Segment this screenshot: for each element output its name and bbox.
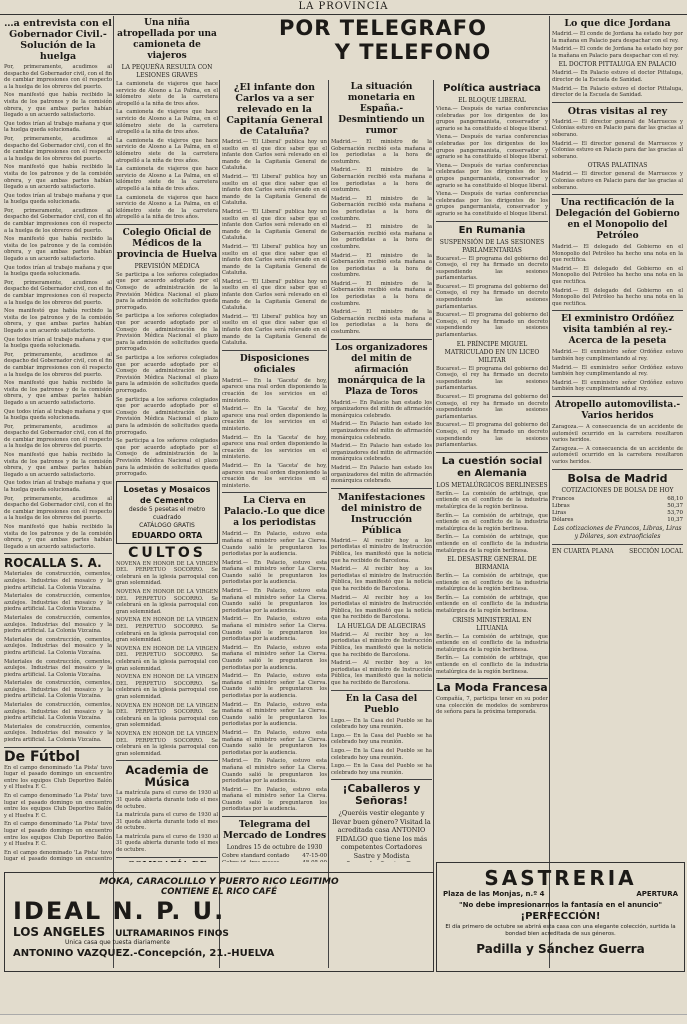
- article-text: Se participa a los señores colegiados que por acuerdo adoptado por el Consejo de administración de la Previsión Médica Nacional el plazo para la admisión de solicitudes queda prorrogado.: [116, 355, 218, 394]
- article-text: Bucarest.— El programa del gobierno del Consejo, el rey ha firmado un decreto suspendiendo las sesiones parlamentarias.: [436, 394, 548, 420]
- ad-address: [331, 861, 432, 862]
- article-text: Madrid.— El exministro señor Ordóñez estuvo también hoy cumplimentando al rey.: [552, 379, 683, 393]
- article-text: Madrid.— En Palacio han estado los organizadores del mitin de afirmación monárquica celebrado.: [331, 399, 432, 419]
- article-text: Madrid.— En Palacio, estuvo esta mañana el ministro señor La Cierva. Cuando salió le preguntaron los periodistas por la audiencia.: [222, 758, 327, 785]
- article-text: Berlín.— La comisión de arbitraje, que entiende en el conflicto de la industria metalúrgica de la región berlinesa.: [436, 512, 548, 532]
- article-text: En el campo denominado 'La Pista' tuvo lugar el pasado domingo un encuentro: [4, 849, 112, 862]
- column-divider: [549, 16, 550, 968]
- article-text: Madrid.— El director general de Marruecos y Colonias estuvo en Palacio para dar las gracias al soberano.: [552, 171, 683, 191]
- ad-cafe: [4, 872, 434, 972]
- article-text: Berlín.— La comisión de arbitraje, que entiende en el conflicto de la industria metalúrgica de la región berlinesa.: [436, 655, 548, 675]
- article-text: Lugo.— En la Casa del Pueblo se ha celebrado hoy una reunión.: [331, 732, 432, 746]
- table-row: Francos 68,10: [552, 495, 683, 502]
- article-subheadline: LOS METALÚRGICOS BERLINESES: [436, 481, 548, 489]
- ad-line: MOKA, CARACOLILLO Y PUERTO RICO LEGITIMO: [99, 877, 339, 887]
- article-headline: Una niña atropellada por una camioneta de viajeros: [117, 18, 217, 61]
- article-text: Madrid.— En Palacio, estuvo esta mañana el ministro señor La Cierva. Cuando salió le preguntaron los periodistas por la audiencia.: [222, 729, 327, 756]
- article-text: Se participa a los señores colegiados que por acuerdo adoptado por el Consejo de administración de la Previsión Médica Nacional el plazo para la admisión de solicitudes queda prorrogado.: [116, 438, 218, 478]
- article-text: Zaragoza.— A consecuencia de un accidente de automóvil ocurrido en la carretera resultaron varios heridos.: [552, 424, 683, 444]
- article-text: Madrid.— En Palacio, estuvo esta mañana el ministro señor La Cierva. Cuando salió le preguntaron los periodistas por la audiencia.: [222, 559, 327, 586]
- article-text: Nos manifestó que había recibido la visita de los patronos y de la comisión obrera, y que ambas partes habían llegado a un acuerdo satisfactorio.: [4, 524, 112, 550]
- table-title: Bolsa de Madrid: [567, 471, 668, 485]
- article-headline: Una rectificación de la Delegación del Gobierno en el Monopolio del Petróleo: [555, 198, 680, 242]
- column-3: [222, 80, 327, 862]
- divider: [116, 224, 218, 225]
- table-row: [222, 860, 327, 862]
- article-text: Madrid.— 'El Liberal' publica hoy un suelto en el que dice saber que el infante don Carlos será relevado en el mando de la Capitanía General de Cataluña.: [222, 313, 327, 347]
- article-text: Madrid.— En Palacio, estuvo esta mañana el ministro señor La Cierva. Cuando salió le preguntaron los periodistas por la audiencia.: [222, 531, 327, 558]
- article-text: Berlín.— La comisión de arbitraje, que entiende en el conflicto de la industria metalúrgica de la región berlinesa.: [436, 594, 548, 615]
- ad-text: Compañía, 7, participa tener en su poder una colección de modelos de sombreros de señora para la próxima temporada.: [436, 696, 548, 716]
- article-text: Madrid.— Al recibir hoy a los periodistas el ministro de Instrucción Pública, les manifestó que la noticia que ha recibido de Barcelona.: [331, 537, 432, 564]
- ad-text: desde 5 pesetas el metro cuadrado: [128, 505, 206, 521]
- divider: [222, 350, 327, 351]
- article-text: Madrid.— El delegado del Gobierno en el Monopolio del Petróleo ha hecho una nota en la que rectifica.: [552, 287, 683, 307]
- article-text: La matrícula para el curso de 1930 al 31 queda abierta durante todo el mes de octubre.: [116, 790, 218, 810]
- divider: [436, 221, 548, 222]
- article-text: Madrid.— En Palacio estuvo el doctor Pittaluga, director de la Escuela de Sanidad.: [552, 70, 683, 83]
- article-text: Madrid.— El ministro de la Gobernación recibió esta mañana a los periodistas a la hora de costumbre.: [331, 309, 432, 336]
- column-4: [331, 80, 432, 862]
- article-headline: Atropello automovilista.-Varios heridos: [554, 400, 681, 421]
- article-text: Viena.— Después de varias conferencias celebradas por los dirigentes de los grupos pangermanista, conservador y agrario se ha constituido el bloque liberal.: [436, 134, 548, 161]
- article-text: Berlín.— La comisión de arbitraje, que entiende en el conflicto de la industria metalúrgica de la región berlinesa.: [436, 534, 548, 554]
- ad-headline: La Moda Francesa: [436, 681, 548, 695]
- page-ref-label: EN CUARTA PLANA: [552, 547, 614, 555]
- article-text: NOVENA EN HONOR DE LA VIRGEN DEL PERPETUO SOCORRO. Se celebrará en la iglesia parroquial con gran solemnidad.: [116, 674, 218, 700]
- divider: [222, 816, 327, 817]
- ad-text: Materiales de construcción, cementos, azulejos. Industrias del mosaico y la piedra artificial. La Colonia Vizcaína.: [4, 658, 112, 678]
- divider: [116, 760, 218, 761]
- article-text: Que todos irían al trabajo mañana y que la huelga queda solucionada.: [4, 408, 112, 422]
- ad-text: El día primero de octubre se abrirá esta casa con una elegante colección, surtida la bondad bien acreditada de sus géneros.: [445, 924, 676, 937]
- article-text: Por, primeramente, acudimos al despacho del Gobernador civil, con el fin de cambiar impresiones con él respecto a la huelga de los obreros del puerto.: [4, 351, 112, 378]
- table-row: Liras 53,70: [552, 509, 683, 516]
- article-text: Madrid.— En Palacio han estado los organizadores del mitin de afirmación monárquica celebrado.: [331, 421, 432, 441]
- article-text: Zaragoza.— A consecuencia de un accidente de automóvil ocurrido en la carretera resultaron varios heridos.: [552, 445, 683, 465]
- article-text: Madrid.— El ministro de la Gobernación recibió esta mañana a los periodistas a la hora de costumbre.: [331, 139, 432, 165]
- article-text: Por, primeramente, acudimos al despacho del Gobernador civil, con el fin de cambiar impresiones con él respecto a la huelga de los obreros del puerto.: [4, 64, 112, 90]
- article-subheadline: EL DOCTOR PITTALUGA EN PALACIO: [558, 61, 677, 69]
- article-subheadline: PREVISIÓN MÉDICA: [134, 262, 200, 270]
- article-headline: …a entrevista con el Gobernador Civil.-Solución de la huelga: [4, 18, 112, 62]
- article-text: Que todos irían al trabajo mañana y que la huelga queda solucionada.: [4, 336, 112, 350]
- article-headline: Otras visitas al rey: [567, 105, 668, 117]
- divider: [436, 678, 548, 679]
- article-text: En el campo denominado 'La Pista' tuvo lugar el pasado domingo un encuentro entre los equipos Club Deportivo Balón y el Huelva F. C.: [4, 821, 112, 848]
- ad-brand: IDEAL N. P. U.: [13, 897, 226, 925]
- ad-line: CONTIENE EL RICO CAFÉ: [161, 887, 277, 897]
- ad-text: Materiales de construcción, cementos, azulejos. Industrias del mosaico y la piedra artificial. La Colonia Vizcaína.: [4, 723, 112, 744]
- article-text: Madrid.— El delegado del Gobierno en el Monopolio del Petróleo ha hecho una nota en la que rectifica.: [552, 244, 683, 264]
- article-text: Se participa a los señores colegiados que por acuerdo adoptado por el Consejo de administración de la Previsión Médica Nacional el plazo para la admisión de solicitudes queda prorrogado.: [116, 313, 218, 353]
- article-text: Viena.— Después de varias conferencias celebradas por los dirigentes de los grupos pangermanista, conservador y agrario se ha constituido el bloque liberal.: [436, 191, 548, 217]
- article-headline: CULTOS: [128, 544, 206, 561]
- ad-headline: SASTRERIA: [484, 866, 637, 890]
- column-5: [436, 80, 548, 862]
- article-text: La camioneta de viajeros que hace servicio de Alosno a La Palma, en el kilómetro siete de la carretera atropelló a la niña de tres años.: [116, 109, 218, 136]
- article-text: Madrid.— Al recibir hoy a los periodistas el ministro de Instrucción Pública, les manifestó que la noticia que ha recibido de Barcelona.: [331, 566, 432, 592]
- ad-text: Materiales de construcción, cementos, azulejos. Industrias del mosaico y la piedra artificial. La Colonia Vizcaína.: [4, 571, 112, 591]
- article-text: Madrid.— Al recibir hoy a los periodistas el ministro de Instrucción Pública, les manifestó que la noticia que ha recibido de Barcelona.: [331, 594, 432, 621]
- article-text: Madrid.— El exministro señor Ordóñez estuvo también hoy cumplimentando al rey.: [552, 349, 683, 363]
- article-text: Por, primeramente, acudimos al despacho del Gobernador civil, con el fin de cambiar impresiones con él respecto a la huelga de los obreros del puerto.: [4, 423, 112, 450]
- ad-subheadline: ¡PERFECCIÓN!: [520, 911, 601, 922]
- ad-text: Materiales de construcción, cementos, azulejos. Industrias del mosaico y la piedra artificial. La Colonia Vizcaína.: [4, 680, 112, 700]
- market-table: [222, 853, 327, 862]
- ad-address: ANTONINO VAZQUEZ.-Concepción, 21.-HUELVA: [13, 948, 275, 959]
- ad-headline: ¡Caballeros y Señoras!: [342, 783, 421, 808]
- column-divider: [328, 80, 329, 968]
- article-text: Madrid.— El conde de Jordana ha estado hoy por la mañana en Palacio para despachar con el rey.: [552, 46, 683, 59]
- article-text: Bucarest.— El programa del gobierno del Consejo, el rey ha firmado un decreto suspendiendo las sesiones parlamentarias.: [436, 365, 548, 392]
- article-subheadline: LA PEQUEÑA RESULTA CON LESIONES GRAVES: [121, 64, 213, 79]
- article-headline: El exministro Ordóñez visita también al rey.-Acerca de la peseta: [561, 314, 674, 347]
- article-text: Berlín.— La comisión de arbitraje, que entiende en el conflicto de la industria metalúrgica de la región berlinesa.: [436, 490, 548, 510]
- ad-address: Plaza de las Monjas, n.º 4: [443, 890, 545, 898]
- ad-text: Materiales de construcción, cementos, azulejos. Industrias del mosaico y la piedra artificial. La Colonia Vizcaína.: [4, 593, 112, 613]
- ad-store: LOS ANGELES: [13, 925, 106, 939]
- article-text: Nos manifestó que había recibido la visita de los patronos y de la comisión obrera, y que ambas partes habían llegado a un acuerdo satisfactorio.: [4, 92, 112, 119]
- section-title-line2: Y TELEFONO: [334, 40, 492, 64]
- article-text: Nos manifestó que había recibido la visita de los patronos y de la comisión obrera, y que ambas partes habían llegado a un acuerdo satisfactorio.: [4, 380, 112, 406]
- section-title: [218, 16, 548, 78]
- article-headline: Manifestaciones del ministro de Instrucción Pública: [337, 491, 426, 536]
- article-text: La matrícula para el curso de 1930 al 31 queda abierta durante todo el mes de octubre.: [116, 812, 218, 832]
- article-text: Lugo.— En la Casa del Pueblo se ha celebrado hoy una reunión.: [331, 763, 432, 776]
- divider: [4, 553, 112, 554]
- column-1: [4, 16, 112, 862]
- article-text: NOVENA EN HONOR DE LA VIRGEN DEL PERPETUO SOCORRO. Se celebrará en la iglesia parroquial con gran solemnidad.: [116, 702, 218, 729]
- article-text: Berlín.— La comisión de arbitraje, que entiende en el conflicto de la industria metalúrgica de la región berlinesa.: [436, 633, 548, 653]
- article-text: Bucarest.— El programa del gobierno del Consejo, el rey ha firmado un decreto suspendiendo las sesiones parlamentarias.: [436, 283, 548, 310]
- article-text: La matrícula para el curso de 1930 al 31 queda abierta durante todo el mes de octubre.: [116, 833, 218, 854]
- article-headline: La situación monetaria en España.-Desmintiendo un rumor: [338, 82, 425, 136]
- table-note: Las cotizaciones de Francos, Libras, Liras y Dólares, son extraoficiales: [553, 524, 682, 540]
- article-text: Berlín.— La comisión de arbitraje, que entiende en el conflicto de la industria metalúrgica de la región berlinesa.: [436, 573, 548, 593]
- article-text: Lugo.— En la Casa del Pueblo se ha celebrado hoy una reunión.: [331, 748, 432, 761]
- column-divider: [433, 80, 434, 968]
- section-title-line1: POR TELEGRAFO: [279, 16, 487, 40]
- article-text: Nos manifestó que había recibido la visita de los patronos y de la comisión obrera, y que ambas partes habían llegado a un acuerdo satisfactorio.: [4, 236, 112, 263]
- article-text: Madrid.— En Palacio, estuvo esta mañana el ministro señor La Cierva. Cuando salió le preguntaron los periodistas por la audiencia.: [222, 673, 327, 699]
- article-text: Que todos irían al trabajo mañana y que la huelga queda solucionada.: [4, 480, 112, 494]
- table-row: Dólares 10,37: [552, 516, 683, 523]
- article-text: Madrid.— En la 'Gaceta' de hoy, aparece una real orden disponiendo la creación de los servicios en el ministerio.: [222, 406, 327, 432]
- article-text: Viena.— Después de varias conferencias celebradas por los dirigentes de los grupos pangermanista, conservador y agrario se ha constituido el bloque liberal.: [436, 162, 548, 189]
- article-headline: ¿El infante don Carlos va a ser relevado en la Capitanía General de Cataluña?: [226, 82, 323, 137]
- article-text: Por, primeramente, acudimos al despacho del Gobernador civil, con el fin de cambiar impresiones con él respecto a la huelga de los obreros del puerto.: [4, 207, 112, 234]
- article-subheadline: LA HUELGA DE ALGECIRAS: [337, 622, 426, 630]
- ad-slogan: "No debe impresionarnos la fantasía en el anuncio": [458, 901, 663, 909]
- article-text: Que todos irían al trabajo mañana y que la huelga queda solucionada.: [4, 264, 112, 278]
- article-text: Que todos irían al trabajo mañana y que la huelga queda solucionada.: [4, 120, 112, 134]
- article-text: Madrid.— En la 'Gaceta' de hoy, aparece una real orden disponiendo la creación de los servicios en el ministerio.: [222, 462, 327, 489]
- article-text: Madrid.— El exministro señor Ordóñez estuvo también hoy cumplimentando al rey.: [552, 364, 683, 378]
- article-headline: Colegio Oficial de Médicos de la provincia de Huelva: [116, 227, 218, 260]
- article-text: Bucarest.— El programa del gobierno del Consejo, el rey ha firmado un decreto suspendiendo las sesiones parlamentarias.: [436, 312, 548, 339]
- ad-store-type: ULTRAMARINOS FINOS: [115, 929, 229, 939]
- article-text: Madrid.— En Palacio, estuvo esta mañana el ministro señor La Cierva. Cuando salió le preguntaron los periodistas por la audiencia.: [222, 588, 327, 614]
- article-text: Madrid.— 'El Liberal' publica hoy un suelto en el que dice saber que el infante don Carlos será relevado en el mando de la Capitanía General de Cataluña.: [222, 173, 327, 207]
- column-divider: [219, 80, 220, 968]
- table-date: Londres 15 de octubre de 1930: [226, 844, 323, 852]
- table-title: Telegrama del Mercado de Londres: [222, 820, 327, 842]
- divider: [331, 690, 432, 691]
- article-text: Nos manifestó que había recibido la visita de los patronos y de la comisión obrera, y que ambas partes habían llegado a un acuerdo satisfactorio.: [4, 452, 112, 478]
- article-subheadline: CRISIS MINISTERIAL EN LITUANIA: [452, 616, 532, 632]
- article-headline: En Rumania: [458, 224, 526, 236]
- article-text: Por, primeramente, acudimos al despacho del Gobernador civil, con el fin de cambiar impresiones con él respecto a la huelga de los obreros del puerto.: [4, 495, 112, 522]
- article-subheadline: EL PRÍNCIPE MIGUEL MATRICULADO EN UN LICEO MILITAR: [444, 340, 540, 364]
- article-text: Madrid.— En Palacio, estuvo esta mañana el ministro señor La Cierva. Cuando salió le preguntaron los periodistas por la audiencia.: [222, 644, 327, 671]
- article-headline: Los organizadores del mitin de afirmación monárquica de la Plaza de Toros: [335, 342, 428, 397]
- ad-store-row: [5, 925, 433, 939]
- article-subheadline: EL DESASTRE GENERAL DE BIRMANIA: [447, 556, 537, 572]
- ad-note: Unica casa que tuesta diariamente: [65, 939, 170, 946]
- article-headline: Disposiciones oficiales: [239, 353, 310, 375]
- article-text: La camioneta de viajeros que hace servicio de Alosno a La Palma, en el kilómetro siete de la carretera atropelló a la niña de tres años.: [116, 166, 218, 192]
- article-text: Madrid.— En la 'Gaceta' de hoy, aparece una real orden disponiendo la creación de los servicios en el ministerio.: [222, 377, 327, 404]
- article-text: Por, primeramente, acudimos al despacho del Gobernador civil, con el fin de cambiar impresiones con él respecto a la huelga de los obreros del puerto.: [4, 279, 112, 306]
- column-2: [116, 16, 218, 862]
- article-text: NOVENA EN HONOR DE LA VIRGEN DEL PERPETUO SOCORRO. Se celebrará en la iglesia parroquial con gran solemnidad.: [116, 617, 218, 644]
- page-bottom-edge: [0, 1014, 687, 1024]
- article-text: Madrid.— El ministro de la Gobernación recibió esta mañana a los periodistas a la hora de costumbre.: [331, 252, 432, 279]
- divider: [116, 857, 218, 858]
- article-text: Bucarest.— El programa del gobierno del Consejo, el rey ha firmado un decreto suspendiendo las sesiones parlamentarias.: [436, 422, 548, 449]
- article-text: Viena.— Después de varias conferencias celebradas por los dirigentes de los grupos pangermanista, conservador y agrario se ha constituido el bloque liberal.: [436, 106, 548, 132]
- article-headline: Academia de Música: [125, 763, 209, 790]
- divider: [4, 747, 112, 748]
- article-headline: [116, 861, 218, 862]
- article-text: Nos manifestó que había recibido la visita de los patronos y de la comisión obrera, y que ambas partes habían llegado a un acuerdo satisfactorio.: [4, 164, 112, 191]
- table-subtitle: COTIZACIONES DE BOLSA DE HOY: [561, 486, 674, 494]
- article-text: Se participa a los señores colegiados que por acuerdo adoptado por el Consejo de administración de la Previsión Médica Nacional el plazo para la admisión de solicitudes queda prorrogado.: [116, 396, 218, 436]
- article-text: Nos manifestó que había recibido la visita de los patronos y de la comisión obrera, y que ambas partes habían llegado a un acuerdo satisfactorio.: [4, 308, 112, 334]
- ad-opening: APERTURA: [636, 890, 678, 898]
- divider: [222, 492, 327, 493]
- article-text: Madrid.— En la 'Gaceta' de hoy, aparece una real orden disponiendo la creación de los servicios en el ministerio.: [222, 434, 327, 461]
- article-subheadline: SUSPENSIÓN DE LAS SESIONES PARLAMENTARIAS: [439, 238, 545, 254]
- masthead: LA PROVINCIA: [0, 0, 687, 15]
- article-text: Madrid.— En Palacio, estuvo esta mañana el ministro señor La Cierva. Cuando salió le preguntaron los periodistas por la audiencia.: [222, 786, 327, 813]
- column-divider: [113, 16, 114, 968]
- article-text: Madrid.— Al recibir hoy a los periodistas el ministro de Instrucción Pública, les manifestó que la noticia que ha recibido de Barcelona.: [331, 660, 432, 687]
- ad-text: Materiales de construcción, cementos, azulejos. Industrias del mosaico y la piedra artificial. La Colonia Vizcaína.: [4, 702, 112, 722]
- divider: [331, 339, 432, 340]
- article-text: NOVENA EN HONOR DE LA VIRGEN DEL PERPETUO SOCORRO. Se celebrará en la iglesia parroquial con gran solemnidad.: [116, 560, 218, 587]
- table-row: Cobre standard contado 47-15-00: [222, 853, 327, 860]
- divider: [331, 779, 432, 780]
- article-text: Madrid.— 'El Liberal' publica hoy un suelto en el que dice saber que el infante don Carlos será relevado en el mando de la Capitanía General de Cataluña.: [222, 243, 327, 277]
- article-subheadline: OTRAS PALATINAS: [587, 162, 648, 170]
- article-headline: Política austriaca: [443, 83, 541, 94]
- article-text: Bucarest.— El programa del gobierno del Consejo, el rey ha firmado un decreto suspendiendo las sesiones parlamentarias.: [436, 255, 548, 282]
- divider: [552, 102, 683, 103]
- article-text: La camioneta de viajeros que hace servicio de Alosno a La Palma, en el kilómetro siete de la carretera atropelló a la niña de tres años.: [116, 194, 218, 221]
- divider: [331, 488, 432, 489]
- article-text: Madrid.— En Palacio estuvo el doctor Pittaluga, director de la Escuela de Sanidad.: [552, 85, 683, 99]
- article-text: Que todos irían al trabajo mañana y que la huelga queda solucionada.: [4, 192, 112, 206]
- article-text: Madrid.— En Palacio, estuvo esta mañana el ministro señor La Cierva. Cuando salió le preguntaron los periodistas por la audiencia.: [222, 701, 327, 728]
- article-text: Se participa a los señores colegiados que por acuerdo adoptado por el Consejo de administración de la Previsión Médica Nacional el plazo para la admisión de solicitudes queda prorrogado.: [116, 271, 218, 311]
- article-text: Madrid.— El ministro de la Gobernación recibió esta mañana a los periodistas a la hora de costumbre.: [331, 224, 432, 250]
- article-text: Madrid.— El conde de Jordana ha estado hoy por la mañana en Palacio para despachar con el rey.: [552, 31, 683, 44]
- article-text: Madrid.— 'El Liberal' publica hoy un suelto en el que dice saber que el infante don Carlos será relevado en el mando de la Capitanía General de Cataluña.: [222, 139, 327, 172]
- article-headline: En la Casa del Pueblo: [345, 693, 418, 715]
- ad-headline: ROCALLA S. A.: [4, 556, 102, 571]
- article-text: En el campo denominado 'La Pista' tuvo lugar el pasado domingo un encuentro entre los equipos Club Deportivo Balón y el Huelva F. C.: [4, 764, 112, 791]
- divider: [552, 194, 683, 195]
- page-ref-section: SECCIÓN LOCAL: [629, 547, 683, 555]
- article-text: Madrid.— El ministro de la Gobernación recibió esta mañana a los periodistas a la hora de costumbre.: [331, 167, 432, 194]
- ad-name: EDUARDO ORTA: [131, 530, 203, 540]
- article-text: Madrid.— El ministro de la Gobernación recibió esta mañana a los periodistas a la hora de costumbre.: [331, 280, 432, 307]
- article-text: Madrid.— En Palacio han estado los organizadores del mitin de afirmación monárquica celebrado.: [331, 464, 432, 485]
- article-text: Madrid.— El delegado del Gobierno en el Monopolio del Petróleo ha hecho una nota en la que rectifica.: [552, 265, 683, 286]
- page-reference: [552, 548, 683, 555]
- article-headline: Lo que dice Jordana: [564, 18, 671, 29]
- divider: [552, 310, 683, 311]
- divider: [552, 469, 683, 470]
- article-text: Madrid.— El director general de Marruecos y Colonias estuvo en Palacio para dar las gracias al soberano.: [552, 140, 683, 160]
- article-text: La camioneta de viajeros que hace servicio de Alosno a La Palma, en el kilómetro siete de la carretera atropelló a la niña de tres años.: [116, 137, 218, 164]
- article-text: Por, primeramente, acudimos al despacho del Gobernador civil, con el fin de cambiar impresiones con él respecto a la huelga de los obreros del puerto.: [4, 135, 112, 162]
- article-text: Madrid.— En Palacio han estado los organizadores del mitin de afirmación monárquica celebrado.: [331, 443, 432, 463]
- ad-text: CATÁLOGO GRATIS: [139, 521, 195, 529]
- divider: [552, 544, 683, 545]
- article-text: Madrid.— 'El Liberal' publica hoy un suelto en el que dice saber que el infante don Carlos será relevado en el mando de la Capitanía General de Cataluña.: [222, 208, 327, 242]
- article-text: NOVENA EN HONOR DE LA VIRGEN DEL PERPETUO SOCORRO. Se celebrará en la iglesia parroquial con gran solemnidad.: [116, 645, 218, 672]
- ad-losetas: [116, 481, 218, 544]
- divider: [436, 452, 548, 453]
- article-text: Madrid.— 'El Liberal' publica hoy un suelto en el que dice saber que el infante don Carlos será relevado en el mando de la Capitanía General de Cataluña.: [222, 278, 327, 312]
- divider: [552, 396, 683, 397]
- article-text: En el campo denominado 'La Pista' tuvo lugar el pasado domingo un encuentro entre los equipos Club Deportivo Balón y el Huelva F. C.: [4, 793, 112, 819]
- ad-text: ¿Queréis vestir elegante y llevar buen género? Visitad la acreditada casa ANTONIO FIDALGO que tiene los más competentes Cortadores Sastre y Modista: [332, 809, 431, 860]
- article-text: NOVENA EN HONOR DE LA VIRGEN DEL PERPETUO SOCORRO. Se celebrará en la iglesia parroquial con gran solemnidad.: [116, 730, 218, 757]
- ad-text: Materiales de construcción, cementos, azulejos. Industrias del mosaico y la piedra artificial. La Colonia Vizcaína.: [4, 636, 112, 656]
- column-6: [552, 16, 683, 788]
- stock-table: [552, 496, 683, 524]
- ad-headline: Losetas y Mosaicos de Cemento: [123, 484, 211, 505]
- ad-address-row: [437, 890, 684, 898]
- article-text: Lugo.— En la Casa del Pueblo se ha celebrado hoy una reunión.: [331, 717, 432, 731]
- article-text: Madrid.— Al recibir hoy a los periodistas el ministro de Instrucción Pública, les manifestó que la noticia que ha recibido de Barcelona.: [331, 631, 432, 658]
- table-row: Libras 50,37: [552, 502, 683, 509]
- article-text: Madrid.— En Palacio, estuvo esta mañana el ministro señor La Cierva. Cuando salió le preguntaron los periodistas por la audiencia.: [222, 616, 327, 643]
- article-text: Madrid.— El director general de Marruecos y Colonias estuvo en Palacio para dar las gracias al soberano.: [552, 118, 683, 138]
- ad-names: Padilla y Sánchez Guerra: [476, 942, 645, 956]
- ad-sastreria: [436, 862, 685, 972]
- article-subheadline: EL BLOQUE LIBERAL: [458, 97, 526, 104]
- article-text: NOVENA EN HONOR DE LA VIRGEN DEL PERPETUO SOCORRO. Se celebrará en la iglesia parroquial con gran solemnidad.: [116, 589, 218, 615]
- ad-text: Materiales de construcción, cementos, azulejos. Industrias del mosaico y la piedra artificial. La Colonia Vizcaína.: [4, 614, 112, 635]
- article-headline: De Fútbol: [4, 748, 80, 765]
- article-headline: La cuestión social en Alemania: [441, 455, 543, 479]
- article-headline: La Cierva en Palacio.-Lo que dice a los periodistas: [223, 496, 326, 529]
- article-text: Madrid.— El ministro de la Gobernación recibió esta mañana a los periodistas a la hora de costumbre.: [331, 195, 432, 222]
- article-text: La camioneta de viajeros que hace servicio de Alosno a La Palma, en el kilómetro siete de la carretera atropelló a la niña de tres años.: [116, 81, 218, 107]
